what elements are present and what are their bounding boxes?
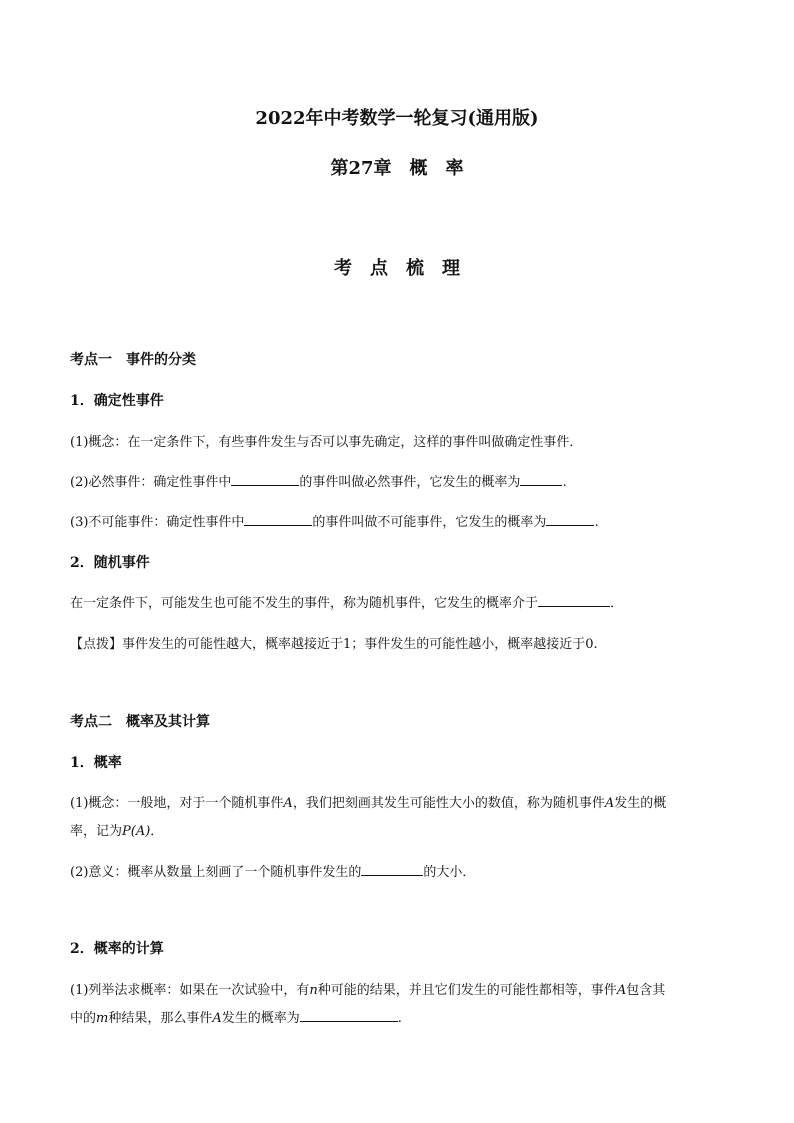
random-event-text-a: 在一定条件下，可能发生也可能不发生的事件，称为随机事件，它发生的概率介于 — [70, 596, 539, 611]
paragraph-enumeration-line2 — [70, 1007, 402, 1026]
paragraph-sure-event — [70, 471, 567, 490]
var-a: A — [604, 796, 615, 811]
var-a: A — [283, 796, 293, 811]
enum-text-d: 中的 — [70, 1011, 97, 1026]
tip-paragraph: 【点拨】事件发生的可能性越大，概率越接近于1；事件发生的可能性越小，概率越接近于0. — [70, 637, 598, 652]
random-event-text-b: ． — [610, 596, 624, 611]
sub-heading-random-events: 2．随机事件 — [70, 555, 150, 571]
formula-pa: P(A) — [122, 824, 151, 839]
concept-text-d: 率，记为 — [70, 824, 123, 839]
blank-random-event-range — [538, 605, 610, 607]
var-m: m — [96, 1011, 109, 1026]
enum-text-b: 种可能的结果，并且它们发生的可能性都相等，事件 — [317, 983, 617, 998]
enum-text-e: 种结果，那么事件 — [108, 1011, 213, 1026]
sure-event-text-a: (2)必然事件：确定性事件中 — [70, 475, 232, 490]
var-a: A — [212, 1011, 222, 1026]
concept-text-c: 发生的概 — [614, 796, 667, 811]
blank-enumeration-probability — [300, 1020, 398, 1022]
enum-text-g: . — [397, 1011, 402, 1026]
sub-heading-certain-events: 1．确定性事件 — [70, 393, 164, 409]
blank-impossible-event-condition — [244, 524, 312, 526]
document-title: 2022年中考数学一轮复习(通用版) — [255, 108, 539, 129]
impossible-event-text-b: 的事件叫做不可能事件，它发生的概率为 — [312, 515, 547, 530]
kaodian1-heading: 考点一 事件的分类 — [70, 352, 196, 368]
var-n: n — [309, 983, 318, 998]
paragraph-random-event — [70, 592, 623, 611]
concept-text-a: (1)概念：一般地，对于一个随机事件 — [70, 796, 284, 811]
section-title: 考 点 梳 理 — [334, 258, 460, 279]
blank-meaning — [361, 874, 423, 876]
concept-text-b: ，我们把刻画其发生可能性大小的数值，称为随机事件 — [292, 796, 605, 811]
sure-event-text-b: 的事件叫做必然事件，它发生的概率为 — [299, 475, 521, 490]
kaodian2-heading: 考点二 概率及其计算 — [70, 714, 210, 730]
var-a: A — [616, 983, 627, 998]
paragraph-enumeration-line1 — [70, 979, 665, 998]
enum-text-a: (1)列举法求概率：如果在一次试验中，有 — [70, 983, 310, 998]
impossible-event-text-a: (3)不可能事件：确定性事件中 — [70, 515, 245, 530]
chapter-title: 第27章 概 率 — [330, 158, 464, 179]
sub-heading-probability-calculation: 2．概率的计算 — [70, 941, 164, 957]
impossible-event-text-c: . — [594, 515, 599, 530]
blank-impossible-event-probability — [546, 524, 594, 526]
paragraph-impossible-event — [70, 511, 599, 530]
paragraph-probability-concept-line1 — [70, 792, 666, 811]
concept-text-e: ． — [150, 824, 164, 839]
sure-event-text-c: . — [562, 475, 567, 490]
blank-sure-event-condition — [231, 484, 299, 486]
sub-heading-probability: 1．概率 — [70, 755, 122, 771]
paragraph-probability-meaning — [70, 861, 475, 880]
meaning-text-a: (2)意义：概率从数量上刻画了一个随机事件发生的 — [70, 865, 362, 880]
enum-text-f: 发生的概率为 — [221, 1011, 300, 1026]
paragraph-probability-concept-line2 — [70, 820, 163, 839]
paragraph-certain-concept: (1)概念：在一定条件下，有些事件发生与否可以事先确定，这样的事件叫做确定性事件． — [70, 435, 583, 450]
enum-text-c: 包含其 — [626, 983, 666, 998]
meaning-text-b: 的大小． — [423, 865, 476, 880]
blank-sure-event-probability — [520, 484, 562, 486]
